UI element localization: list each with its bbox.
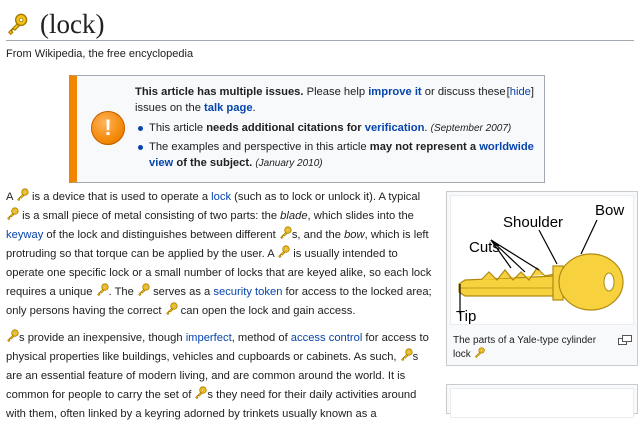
blade-term: blade [280,210,308,222]
label-shoulder: Shoulder [503,214,564,231]
key-icon [6,13,28,35]
issue1-pre: This article [149,122,207,134]
label-tip: Tip [456,308,477,325]
second-figure [446,384,638,414]
paragraph-1 [6,188,434,321]
p1-j: . The [108,286,137,298]
ambox-intro-text: Please help [303,86,369,98]
issue-list [135,120,535,172]
ambox-intro [135,84,535,116]
p1-b: is a device that is used to operate a [28,191,212,203]
improve-it-link[interactable]: improve it [368,86,422,98]
issue-worldwide-view [149,139,535,172]
p1-c: (such as to lock or unlock it). A typical [231,191,421,203]
enlarge-icon[interactable] [618,335,632,345]
security-token-link[interactable]: security token [213,286,283,298]
label-cuts: Cuts [469,239,500,256]
key-icon [96,283,109,296]
issue2-date: (January 2010) [255,158,323,169]
key-icon [137,283,150,296]
access-control-link[interactable]: access control [290,332,363,344]
p1-d: is a small piece of metal consisting of two parts: the [19,210,281,222]
issue1-post: . [424,122,428,134]
keyway-link[interactable]: keyway [6,229,44,241]
p1-k: serves as a [149,286,214,298]
ambox-intro-bold: This article has multiple issues. [135,86,304,98]
key-diagram-figure [446,191,638,366]
key-icon [165,302,178,315]
paragraph-2 [6,329,434,424]
p2-d: s are an essential feature of modern living, and are common around the world. It is common for people to carry the set of [6,351,419,401]
issue2-bold2: of the subject. [173,157,253,169]
p1-a: A [6,191,16,203]
issue2-bold: may not represent a [369,141,480,153]
issue1-bold: needs additional citations for [206,122,365,134]
key-icon [474,347,485,358]
p1-l: for access to the locked area; only persons having the correct [6,286,432,317]
figure-caption [453,334,613,361]
verification-link[interactable]: verification [364,122,425,134]
p1-f: of the lock and distinguishes between different [43,229,279,241]
issue2-pre: The examples and perspective in this article [149,141,370,153]
ambox-intro-text2: or discuss these issues on the [135,86,506,114]
label-bow: Bow [595,202,625,219]
warning-icon: ! [91,111,125,145]
second-figure-image[interactable] [450,388,634,418]
article-body [6,188,434,432]
figure-caption-text: The parts of a Yale-type cylinder lock [453,335,597,360]
issue-citations [149,120,535,137]
site-tagline: From Wikipedia, the free encyclopedia [6,48,194,60]
p1-g: s, and the [291,229,345,241]
page-title: (lock) [40,9,105,39]
talk-page-link[interactable]: talk page [204,102,253,114]
ambox-body [135,84,535,174]
key-icon [6,207,19,220]
p2-b: , method of [231,332,291,344]
key-icon [277,245,290,258]
p2-a: s provide an inexpensive, though [19,332,186,344]
hide-link[interactable]: [hide] [506,86,534,98]
key-diagram-image[interactable] [450,195,634,325]
hide-link-text[interactable]: hide [509,86,531,98]
bow-term: bow [344,229,365,241]
p2-e: s they need for their daily activities around with them, often linked by a keyring adorned by trinkets usually known as a [6,389,417,420]
p1-e: , which slides into the [307,210,414,222]
key-icon [279,226,292,239]
page-heading [6,8,634,41]
p2-c: for access to physical properties like buildings, vehicles and cupboards or cabinets. As such, [6,332,429,363]
key-icon [400,348,413,361]
multiple-issues-box [69,75,545,183]
p1-h: , which is left protruding so that torque can be applied by the user. A [6,229,429,260]
worldwide-view-link[interactable]: worldwide view [149,141,534,169]
ambox-intro-end: . [252,102,256,114]
lock-link[interactable]: lock [211,191,232,203]
key-icon [6,329,19,342]
issue1-date: (September 2007) [430,123,512,134]
key-icon [194,386,207,399]
imperfect-link[interactable]: imperfect [185,332,232,344]
p1-m: can open the lock and gain access. [177,305,356,317]
p1-i: is usually intended to operate one specific lock or a small number of locks that are keyed alike, so each lock requires a unique [6,248,432,298]
key-icon [16,188,29,201]
